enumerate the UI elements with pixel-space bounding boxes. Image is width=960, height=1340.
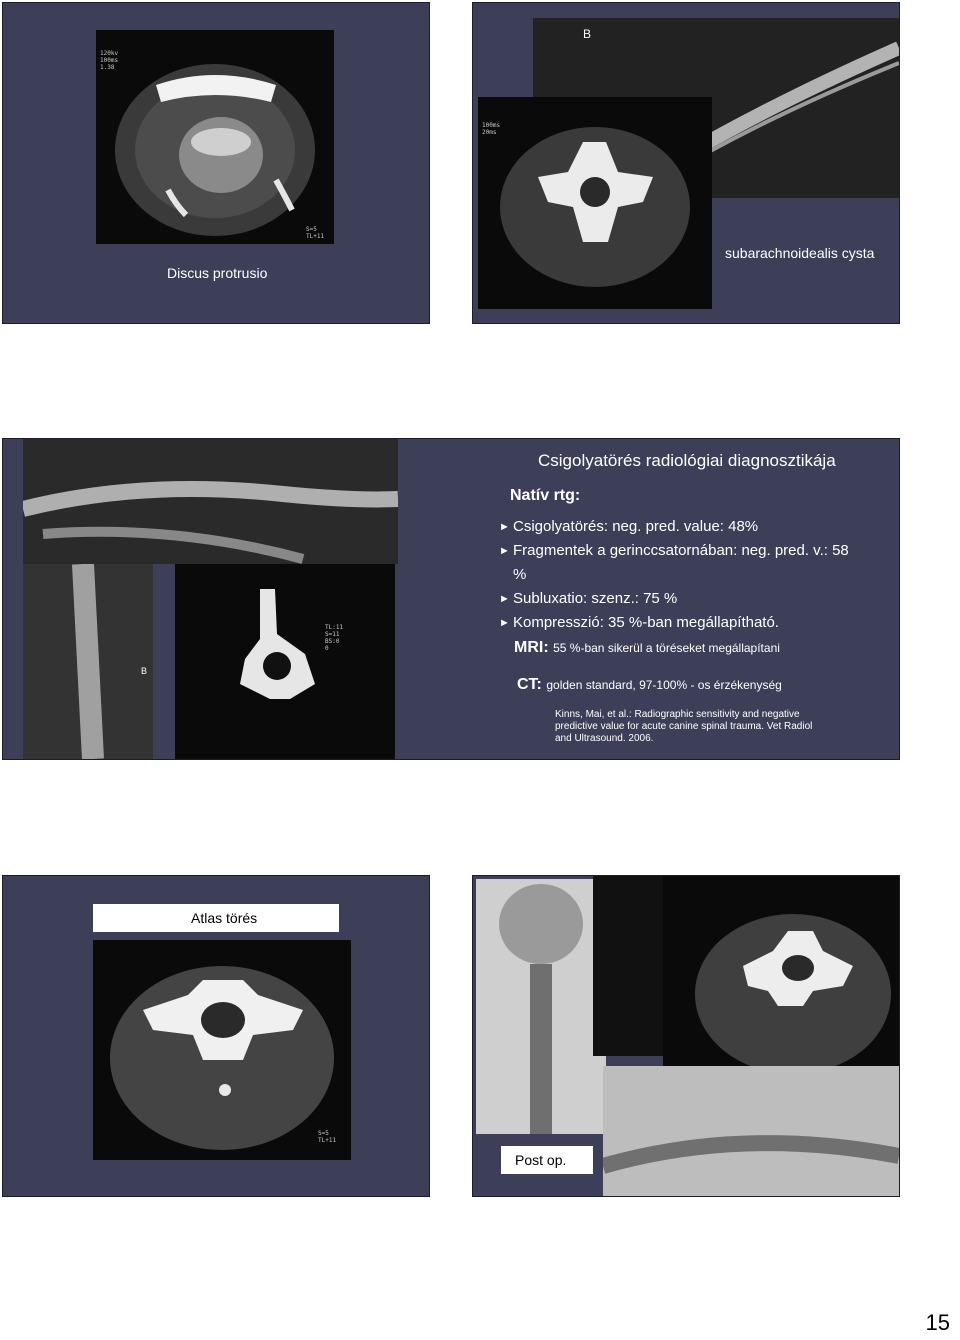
ct-row xyxy=(517,676,782,694)
slide-atlas-tores xyxy=(2,875,430,1197)
ct-text: golden standard, 97-100% - os érzékenység xyxy=(546,678,782,692)
caption-discus-protrusio: Discus protrusio xyxy=(167,265,268,281)
slide-title-box xyxy=(93,904,339,932)
slide-discus-protrusio xyxy=(2,2,430,324)
mri-row xyxy=(514,639,780,657)
triangle-right-icon: ► xyxy=(499,521,510,533)
caption-post-op: Post op. xyxy=(515,1152,567,1168)
ct-scan-image: 100ms 20ms xyxy=(478,97,712,309)
ct-scan-atlas-image: S=5 TL+11 xyxy=(93,940,351,1160)
slide-title: Atlas törés xyxy=(191,910,258,926)
svg-text:B: B xyxy=(583,27,592,41)
bullet-item: ► Fragmentek a gerinccsatornában: neg. pred. v.: 58 % xyxy=(499,539,859,587)
slide-subarachnoidealis-cysta xyxy=(472,2,900,324)
xray-vd-spine-image xyxy=(23,564,153,759)
mri-label: MRI: xyxy=(514,639,549,656)
triangle-right-icon: ► xyxy=(499,545,510,557)
slide-post-op xyxy=(472,875,900,1197)
xray-lateral-spine-image xyxy=(23,439,398,564)
bullet-item: ► Csigolyatörés: neg. pred. value: 48% xyxy=(499,515,859,539)
triangle-right-icon: ► xyxy=(499,593,510,605)
ct-scan-fracture-image: TL:11 S=11 BS:0 0 xyxy=(175,564,395,759)
subtitle-nativ-rtg: Natív rtg: xyxy=(510,487,581,504)
slide-title: Csigolyatörés radiológiai diagnosztikája xyxy=(538,451,836,470)
svg-text:B: B xyxy=(141,666,148,676)
page-number: 15 xyxy=(925,1310,950,1335)
caption-box xyxy=(501,1146,593,1174)
mri-text: 55 %-ban sikerül a töréseket megállapítani xyxy=(553,641,780,655)
bullet-item: ► Kompresszió: 35 %-ban megállapítható. xyxy=(499,611,859,635)
xray-neck-image xyxy=(476,879,606,1134)
citation: Kinns, Mai, et al.: Radiographic sensitivity and negative predictive value for acute canine spinal trauma. Vet Radiol and Ultrasound. 2006. xyxy=(555,709,813,744)
ct-label: CT: xyxy=(517,676,542,693)
ct-scan-image: 120kv 100ms 1.38 S=5 TL+11 xyxy=(96,30,334,244)
xray-lateral-postop-image xyxy=(603,1066,899,1196)
triangle-right-icon: ► xyxy=(499,617,510,629)
caption-subarachnoidealis-cysta: subarachnoidealis cysta xyxy=(725,245,875,261)
slide-csigolyatores-diagnosztika xyxy=(2,438,900,760)
bullet-item: ► Subluxatio: szenz.: 75 % xyxy=(499,587,859,611)
bullet-list xyxy=(499,515,859,635)
ct-scan-postop-image xyxy=(663,876,899,1086)
